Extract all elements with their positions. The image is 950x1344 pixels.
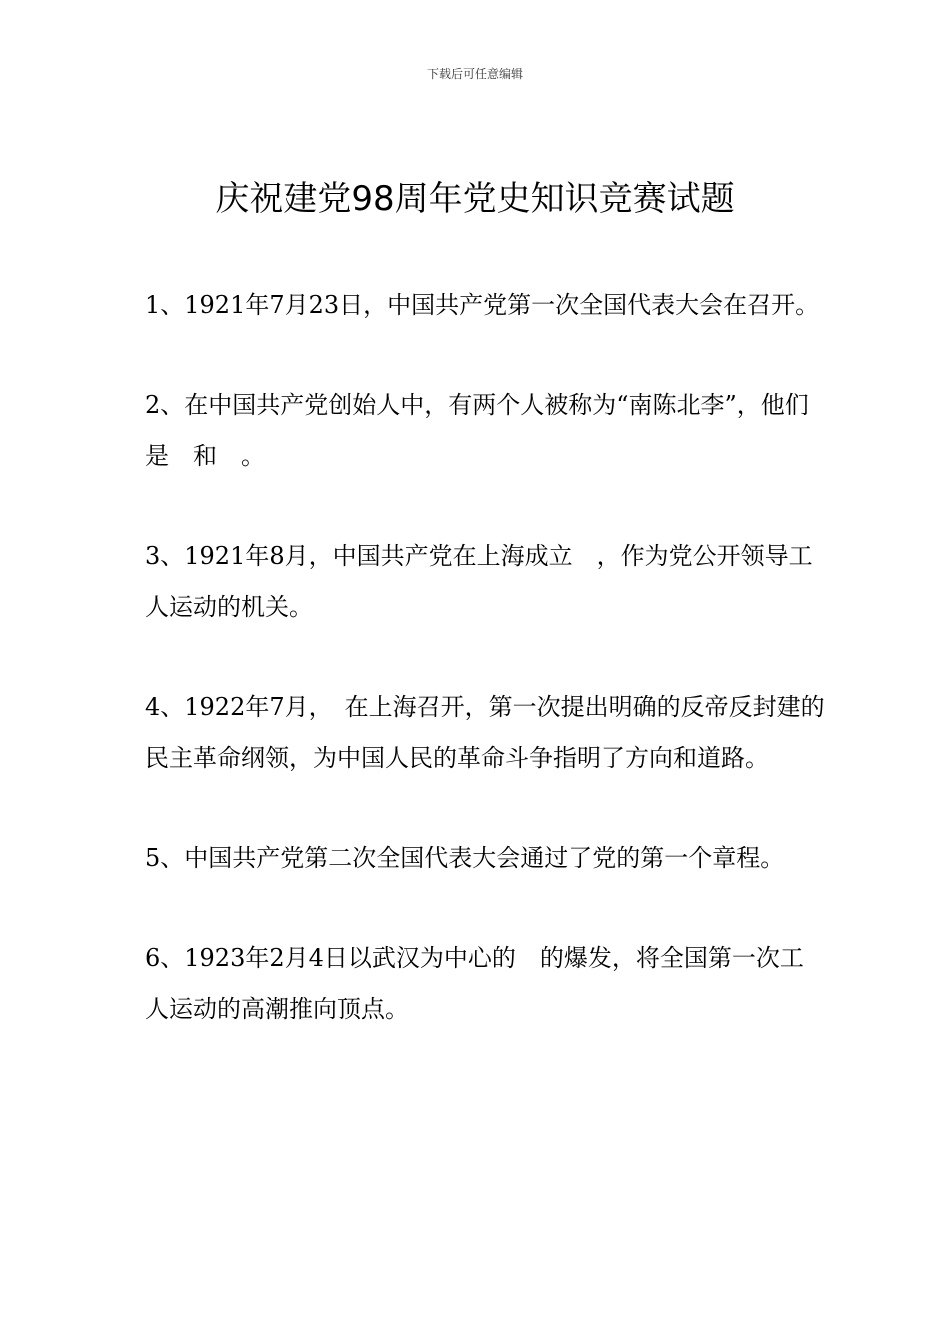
question-1: 1、1921年7月23日，中国共产党第一次全国代表大会在召开。 — [145, 291, 820, 319]
header-note: 下载后可任意编辑 — [426, 67, 523, 81]
question-2: 2、在中国共产党创始人中，有两个人被称为“南陈北李”，他们是 和 。 — [145, 391, 809, 470]
question-3: 3、1921年8月，中国共产党在上海成立 ，作为党公开领导工人运动的机关。 — [145, 542, 813, 621]
question-6: 6、1923年2月4日以武汉为中心的 的爆发，将全国第一次工人运动的高潮推向顶点。 — [145, 944, 804, 1023]
question-4: 4、1922年7月， 在上海召开，第一次提出明确的反帝反封建的民主革命纲领，为中国人民的革命斗争指明了方向和道路。 — [145, 693, 825, 772]
page-title: 庆祝建党98周年党史知识竞赛试题 — [215, 179, 735, 219]
question-5: 5、中国共产党第二次全国代表大会通过了党的第一个章程。 — [145, 844, 785, 872]
question-list — [145, 280, 825, 1084]
